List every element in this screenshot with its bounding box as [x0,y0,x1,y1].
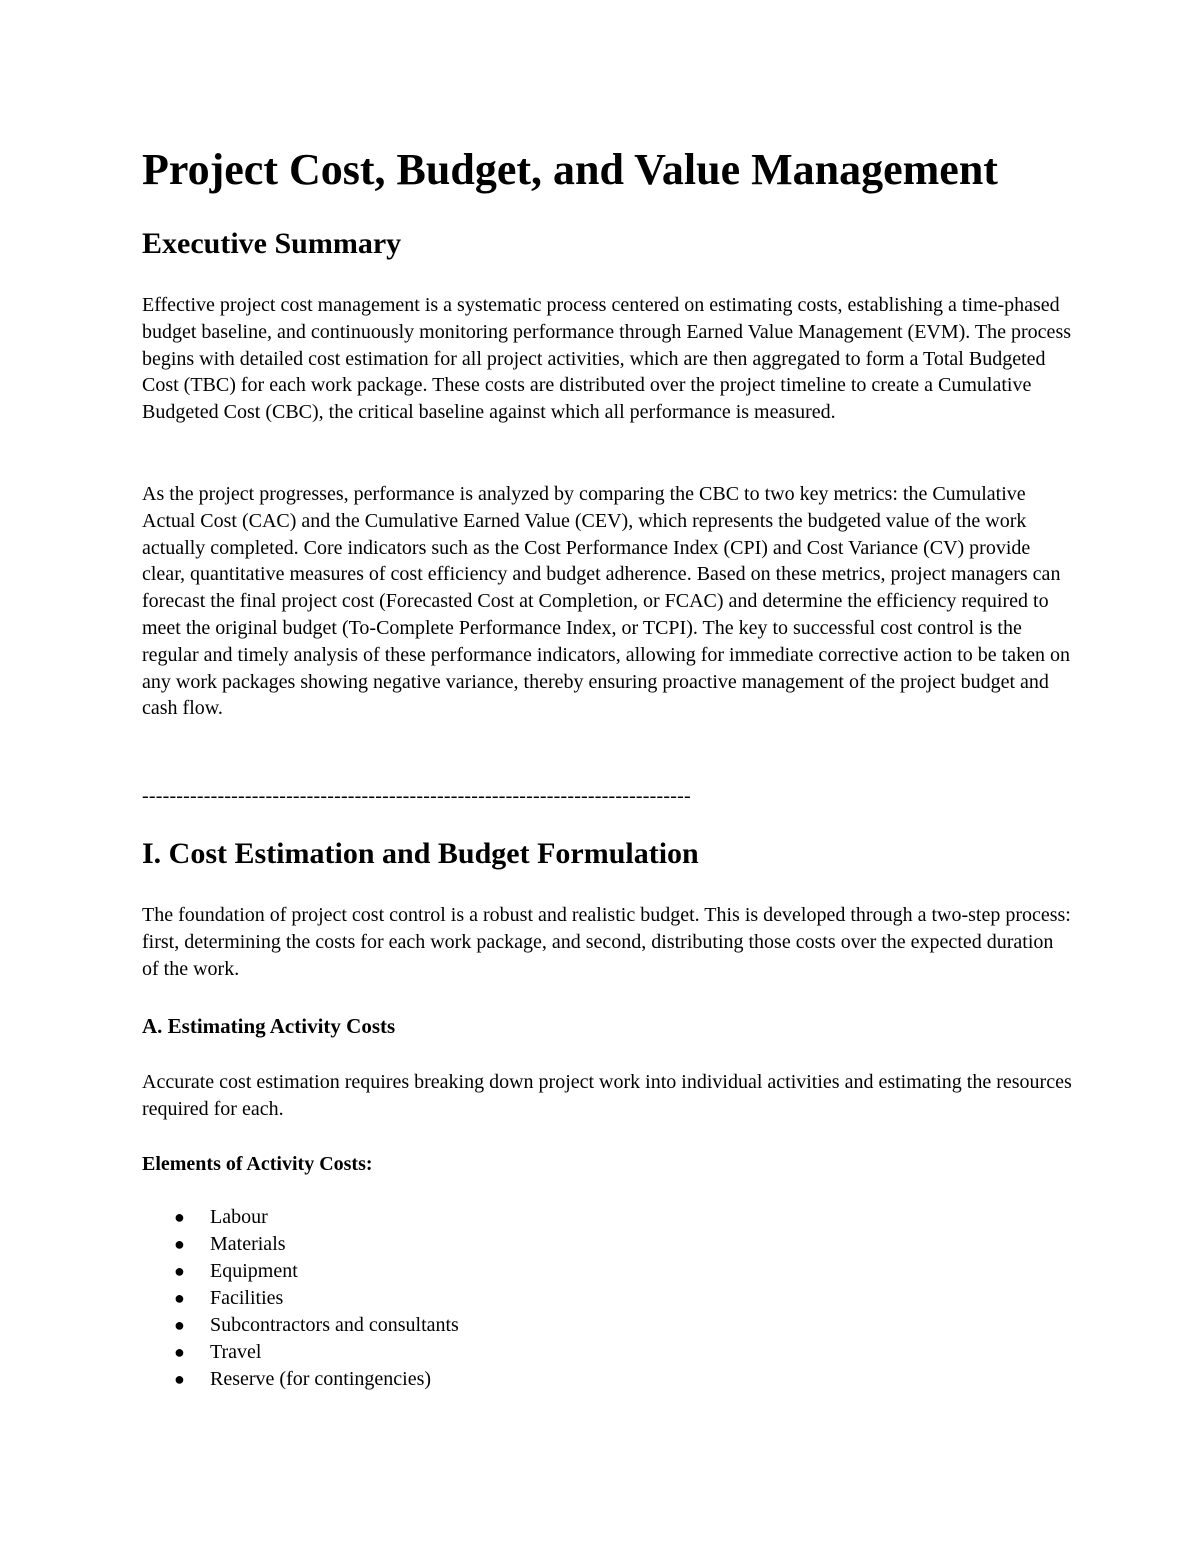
section-1-heading: I. Cost Estimation and Budget Formulation [142,837,699,870]
activity-costs-label: Elements of Activity Costs: [142,1153,373,1175]
section-1-paragraph: The foundation of project cost control is a robust and realistic budget. This is developed through a two-step process: first, determining the costs for each work package, and second, distributing those costs over the expected duration of the work. [142,904,1071,980]
bullet-icon: ● [174,1369,185,1389]
bullet-icon: ● [174,1288,185,1308]
bullet-icon: ● [174,1234,185,1254]
bullet-icon: ● [174,1315,185,1335]
list-item-label: Materials [210,1233,286,1255]
list-item-label: Labour [210,1206,268,1228]
list-item-label: Reserve (for contingencies) [210,1368,432,1390]
bullet-icon: ● [174,1342,185,1362]
list-item [142,1204,459,1231]
list-item [142,1312,459,1339]
list-item [142,1231,459,1258]
list-item-label: Equipment [210,1260,298,1282]
section-separator: -------------------------------------------------------------------------------- [142,785,691,807]
subsection-a-paragraph: Accurate cost estimation requires breaking down project work into individual activities and estimating the resources required for each. [142,1071,1072,1120]
executive-summary-paragraph-1: Effective project cost management is a systematic process centered on estimating costs, establishing a time-phased budget baseline, and continuously monitoring performance through Earned Value Management (EVM). The process begins with detailed cost estimation for all project activities, which are then aggregated to form a Total Budgeted Cost (TBC) for each work package. These costs are distributed over the project timeline to create a Cumulative Budgeted Cost (CBC), the critical baseline against which all performance is measured. [142,294,1072,424]
list-item-label: Subcontractors and consultants [210,1314,459,1336]
list-item [142,1258,459,1285]
list-item-label: Facilities [210,1287,284,1309]
executive-summary-heading: Executive Summary [142,227,402,260]
list-item-label: Travel [210,1341,262,1363]
bullet-icon: ● [174,1207,185,1227]
bullet-icon: ● [174,1261,185,1281]
document-title: Project Cost, Budget, and Value Management [142,145,998,194]
list-item [142,1285,459,1312]
list-item [142,1339,459,1366]
activity-costs-list [142,1204,459,1393]
executive-summary-paragraph-2: As the project progresses, performance is analyzed by comparing the CBC to two key metrics: the Cumulative Actual Cost (CAC) and the Cumulative Earned Value (CEV), which represents the budgeted value of the work actually completed. Core indicators such as the Cost Performance Index (CPI) and Cost Variance (CV) provide clear, quantitative measures of cost efficiency and budget adherence. Based on these metrics, project managers can forecast the final project cost (Forecasted Cost at Completion, or FCAC) and determine the efficiency required to meet the original budget (To-Complete Performance Index, or TCPI). The key to successful cost control is the regular and timely analysis of these performance indicators, allowing for immediate corrective action to be taken on any work packages showing negative variance, thereby ensuring proactive management of the project budget and cash flow. [142,483,1070,720]
subsection-a-heading: A. Estimating Activity Costs [142,1014,396,1038]
list-item [142,1366,459,1393]
